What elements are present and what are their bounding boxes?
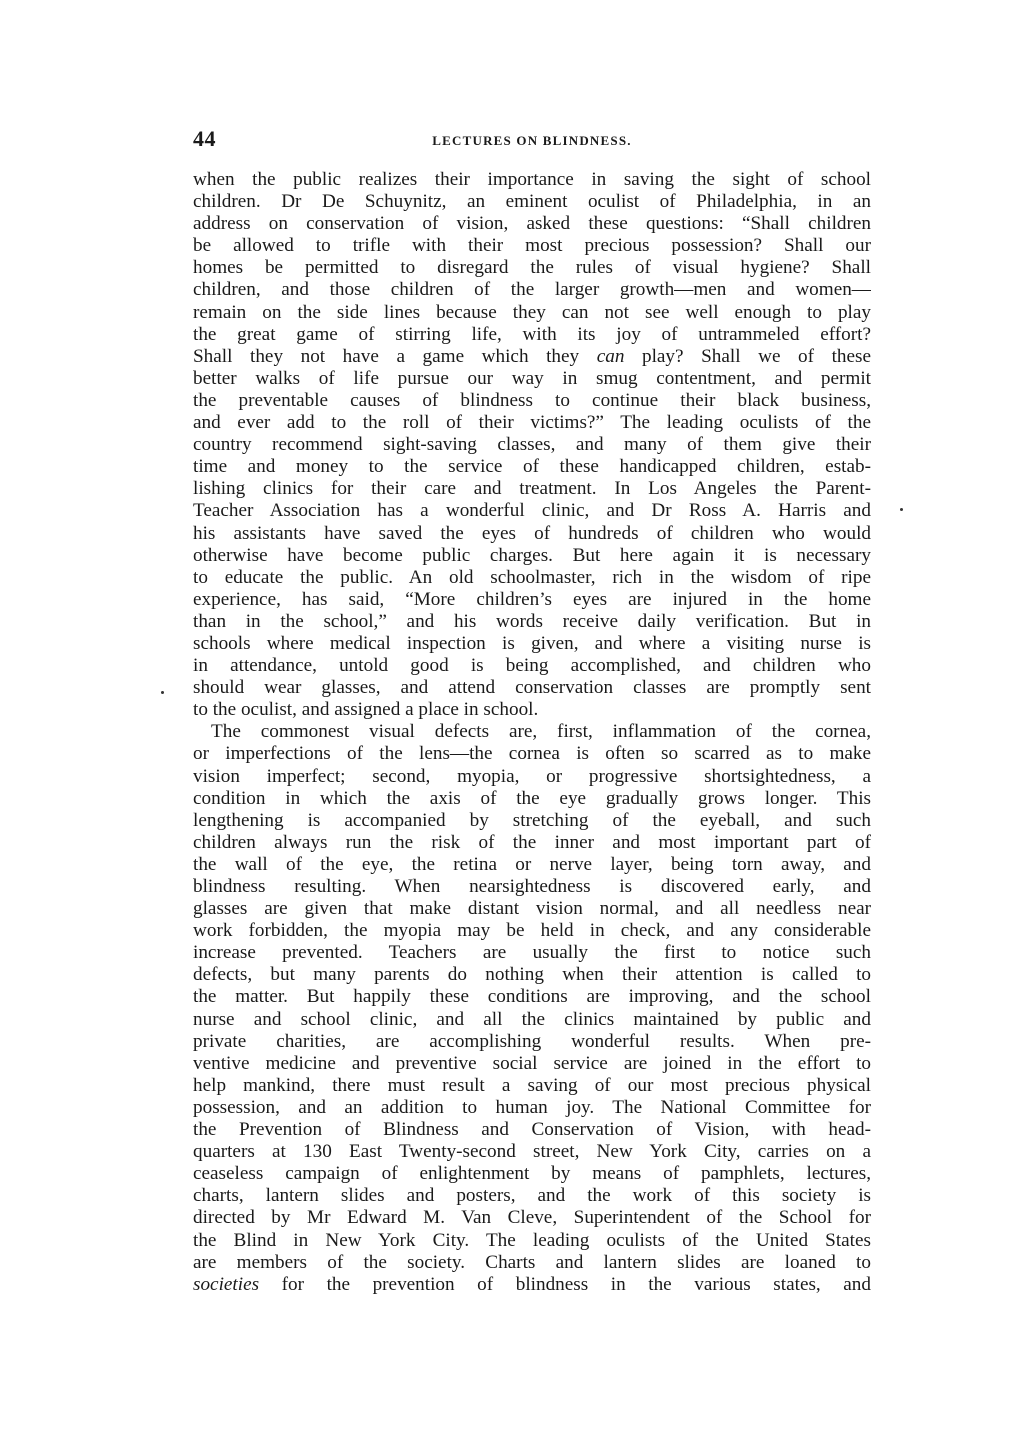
text-line: quarters at 130 East Twenty-second street, New York City, carries on a [193,1141,871,1163]
text-line-segment: for the prevention of blindness in the various states, and [259,1273,871,1295]
text-line: experience, has said, “More children’s eyes are injured in the home [193,588,871,610]
print-speck [900,508,903,511]
text-line: lengthening is accompanied by stretching of the eyeball, and such [193,809,871,831]
text-line: charts, lantern slides and posters, and the work of this society is [193,1185,871,1207]
page-number: 44 [193,126,216,151]
text-line-segment: play? Shall we of these [624,345,871,367]
text-line: children always run the risk of the inner and most important part of [193,831,871,853]
text-line: possession, and an addition to human joy. The National Committee for [193,1096,871,1118]
text-line: be allowed to trifle with their most precious possession? Shall our [193,235,871,257]
text-line: to the oculist, and assigned a place in school. [193,699,539,721]
text-line: homes be permitted to disregard the rules of visual hygiene? Shall [193,257,871,279]
text-line: the preventable causes of blindness to continue their black business, [193,389,871,411]
text-line: vision imperfect; second, myopia, or progressive shortsightedness, a [193,765,871,787]
text-line: children, and those children of the larger growth—men and women— [193,279,871,301]
text-line: children. Dr De Schuynitz, an eminent oculist of Philadelphia, in an [193,191,871,213]
text-line: time and money to the service of these handicapped children, estab- [193,456,871,478]
text-line: his assistants have saved the eyes of hundreds of children who would [193,522,871,544]
print-speck [161,691,164,694]
text-line: nurse and school clinic, and all the clinics maintained by public and [193,1008,871,1030]
page-header [193,126,871,156]
text-line: when the public realizes their importance in saving the sight of school [193,169,871,190]
text-line: the Blind in New York City. The leading oculists of the United States [193,1229,871,1251]
text-line: address on conservation of vision, asked these questions: “Shall children [193,213,871,235]
body-text [193,169,871,1296]
text-line: remain on the side lines because they can not see well enough to play [193,301,871,323]
text-line: help mankind, there must result a saving of our most precious physical [193,1074,871,1096]
text-line: the matter. But happily these conditions are improving, and the school [193,986,871,1008]
text-line: glasses are given that make distant vision normal, and all needless near [193,898,871,920]
text-line: schools where medical inspection is given, and where a visiting nurse is [193,632,871,654]
text-line: the great game of stirring life, with its joy of untrammeled effort? [193,323,871,345]
running-title: LECTURES ON BLINDNESS. [432,133,632,148]
text-line: to educate the public. An old schoolmaster, rich in the wisdom of ripe [193,566,871,588]
text-line: Teacher Association has a wonderful clinic, and Dr Ross A. Harris and [193,500,871,522]
text-line: blindness resulting. When nearsightedness is discovered early, and [193,876,871,897]
text-line: ventive medicine and preventive social service are joined in the effort to [193,1052,871,1074]
text-line: better walks of life pursue our way in smug contentment, and permit [193,367,871,389]
text-line: The commonest visual defects are, first, inflammation of the cornea, [211,721,871,743]
text-line: otherwise have become public charges. But here again it is necessary [193,544,871,566]
text-line: should wear glasses, and attend conservation classes are promptly sent [193,677,871,699]
text-line: the wall of the eye, the retina or nerve layer, being torn away, and [193,853,871,875]
text-line: country recommend sight-saving classes, and many of them give their [193,434,871,456]
italic-word: can [596,345,625,367]
text-line: directed by Mr Edward M. Van Cleve, Superintendent of the School for [193,1207,871,1229]
text-line: in attendance, untold good is being accomplished, and children who [193,655,871,677]
text-line: private charities, are accomplishing wonderful results. When pre- [193,1030,871,1052]
text-line: than in the school,” and his words receive daily verification. But in [193,610,871,632]
text-line-segment: Shall they not have a game which they [193,345,597,367]
text-line: increase prevented. Teachers are usually the first to notice such [193,942,871,964]
italic-word: societies [193,1273,260,1295]
text-line: or imperfections of the lens—the cornea is often so scarred as to make [193,743,871,765]
text-line: the Prevention of Blindness and Conservation of Vision, with head- [193,1119,871,1141]
text-line: are members of the society. Charts and lantern slides are loaned to [193,1251,871,1273]
text-line [193,346,871,368]
text-line [193,1274,871,1296]
text-line: condition in which the axis of the eye gradually grows longer. This [193,787,871,809]
text-line: defects, but many parents do nothing when their attention is called to [193,964,871,986]
text-line: and ever add to the roll of their victims?” The leading oculists of the [193,412,871,434]
text-line: lishing clinics for their care and treatment. In Los Angeles the Parent- [193,478,871,500]
text-line: ceaseless campaign of enlightenment by means of pamphlets, lectures, [193,1163,871,1185]
text-line: work forbidden, the myopia may be held in check, and any considerable [193,920,871,942]
